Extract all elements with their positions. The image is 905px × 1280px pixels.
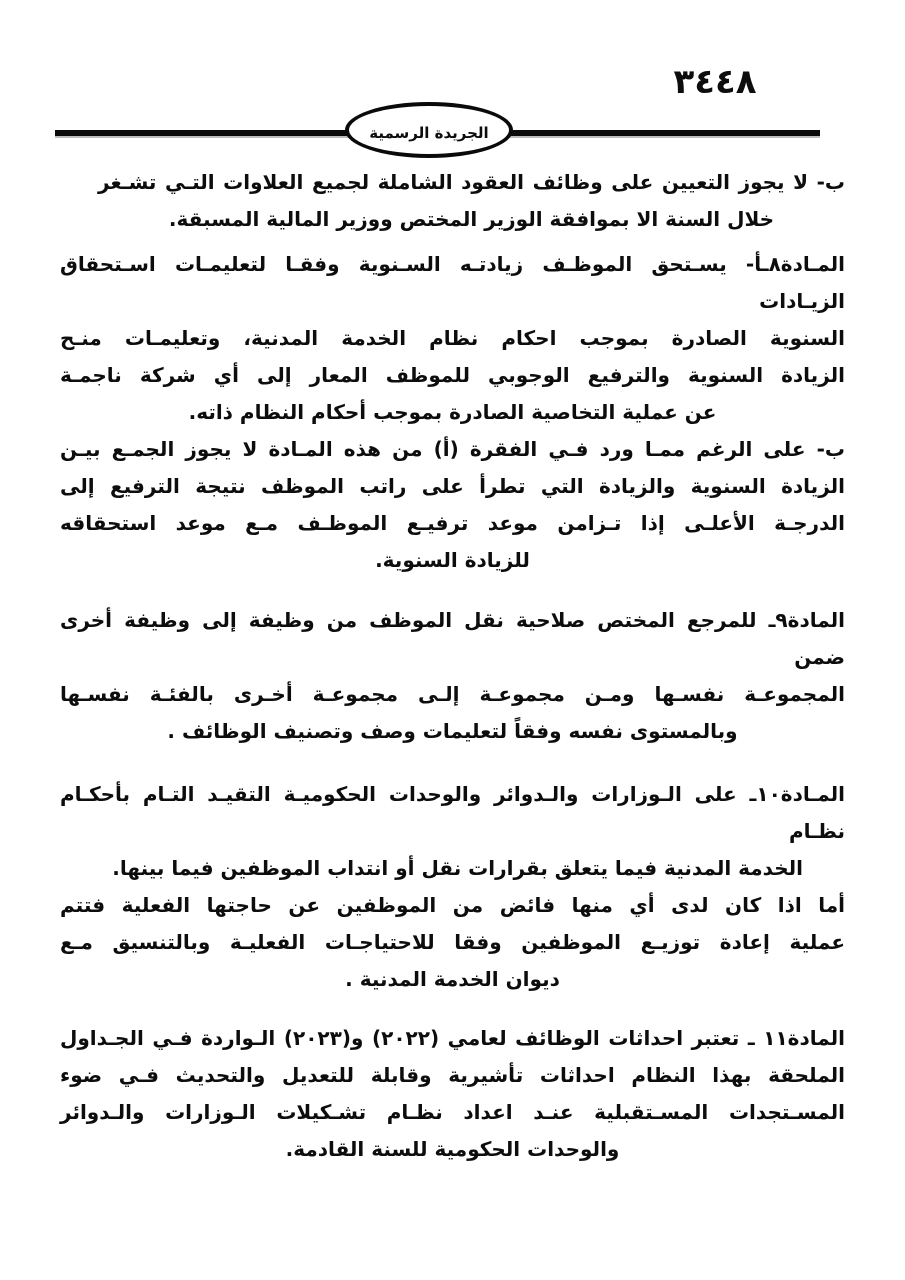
text-line: عملية إعادة توزيـع الموظفين وفقا للاحتياجـات الفعليـة وبالتنسيق مـع [60,930,845,954]
text-line: المـادة٨ـأ- يسـتحق الموظـف زيادتـه السـنوية وفقـا لتعليمـات اسـتحقاق الزيـادات [60,252,845,313]
gazette-title-label: الجريدة الرسمية [369,124,489,142]
text-line: ديوان الخدمة المدنية . [345,967,560,991]
text-line: الدرجـة الأعلـى إذا تـزامن موعد ترفيـع الموظـف مـع موعد استحقاقه [60,511,845,535]
paragraph-clause-b [60,164,845,238]
text-line: عن عملية التخاصية الصادرة بموجب أحكام النظام ذاته. [188,400,717,424]
gazette-title-badge [345,102,513,158]
document-body [60,164,845,1168]
text-line: ب- لا يجوز التعيين على وظائف العقود الشاملة لجميع العلاوات التـي تشـغر [98,170,845,194]
text-line: المـادة١٠ـ على الـوزارات والـدوائر والوحدات الحكوميـة التقيـد التـام بأحكـام نظـام [60,782,845,843]
paragraph-article-10 [60,776,845,998]
text-line: الخدمة المدنية فيما يتعلق بقرارات نقل أو انتداب الموظفين فيما بينها. [112,856,803,880]
text-line: خلال السنة الا بموافقة الوزير المختص ووزير المالية المسبقة. [168,207,775,231]
text-line: المجموعـة نفسـها ومـن مجموعـة إلـى مجموعـة أخـرى بالفئـة نفسـها [60,682,845,706]
text-line: والوحدات الحكومية للسنة القادمة. [285,1137,620,1161]
text-line: ب- على الرغم ممـا ورد فـي الفقرة (أ) من هذه المـادة لا يجوز الجمـع بيـن [60,437,845,461]
text-line: السنوية الصادرة بموجب احكام نظام الخدمة المدنية، وتعليمـات منـح [60,326,845,350]
paragraph-article-8 [60,246,845,579]
text-line: الزيادة السنوية والزيادة التي تطرأ على راتب الموظف نتيجة الترفيع إلى [60,474,845,498]
text-line: المادة٩ـ للمرجع المختص صلاحية نقل الموظف من وظيفة إلى وظيفة أخرى ضمن [60,608,845,669]
paragraph-article-11 [60,1020,845,1168]
page-number: ٣٤٤٨ [673,62,757,102]
text-line: وبالمستوى نفسه وفقاً لتعليمات وصف وتصنيف الوظائف . [167,719,738,743]
text-line: الملحقة بهذا النظام احداثات تأشيرية وقابلة للتعديل والتحديث فـي ضوء [60,1063,845,1087]
text-line: الزيادة السنوية والترفيع الوجوبي للموظف المعار إلى أي شركة ناجمـة [60,363,845,387]
text-line: للزيادة السنوية. [375,548,530,572]
paragraph-article-9 [60,602,845,750]
text-line: المسـتجدات المسـتقبلية عنـد اعداد نظـام تشـكيلات الـوزارات والـدوائر [60,1100,845,1124]
text-line: أما اذا كان لدى أي منها فائض من الموظفين عن حاجتها الفعلية فتتم [60,893,845,917]
text-line: المادة١١ ـ تعتبر احداثات الوظائف لعامي (٢٠٢٢) و(٢٠٢٣) الـواردة فـي الجـداول [60,1026,846,1050]
